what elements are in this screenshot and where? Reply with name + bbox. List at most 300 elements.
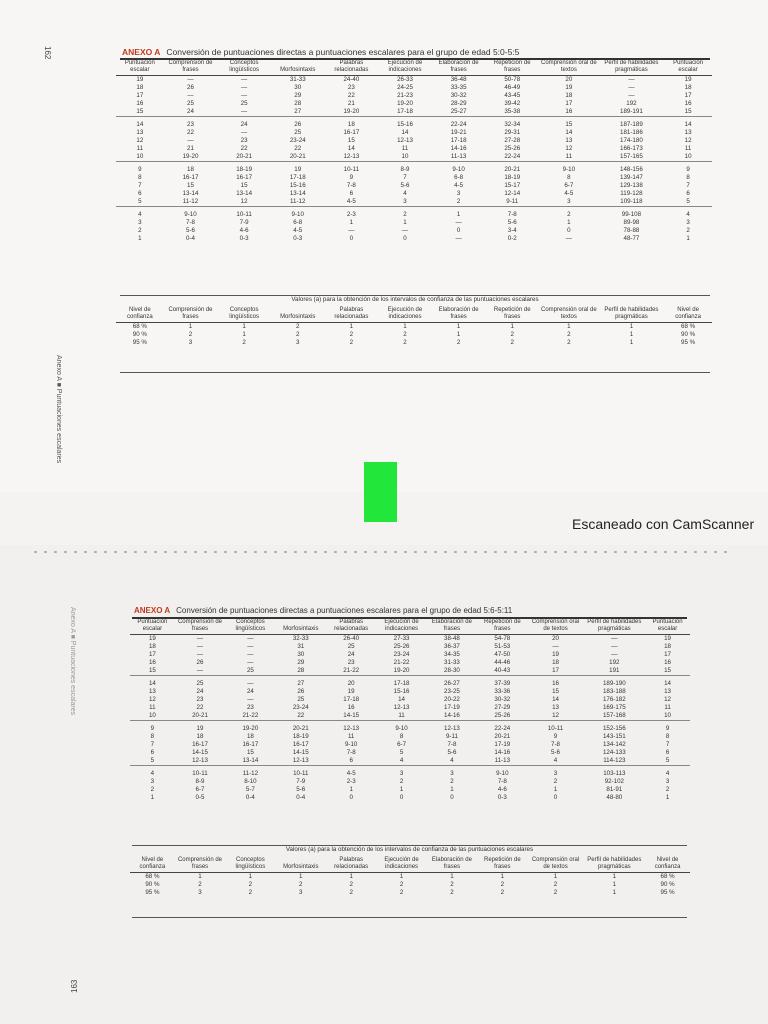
column-header: Comprensión oral de textos (539, 60, 599, 76)
table-cell: 12 (552, 712, 559, 720)
table-cell: 16-17 (242, 741, 259, 749)
table-cell: — (241, 84, 248, 92)
table-cell: 1 (349, 219, 354, 227)
table-cell: 2 (567, 339, 571, 347)
table-cell: 23-24 (393, 651, 410, 659)
table-cell: 10-11 (528, 721, 584, 734)
table-cell: 1 (403, 219, 407, 227)
table-cell: 0-4 (296, 794, 306, 802)
table-cell: 12 (148, 696, 156, 704)
table-cell: 23-25 (444, 688, 460, 696)
table-cell: 28 (297, 667, 305, 675)
table-cell: 124-133 (602, 749, 626, 757)
table-row (130, 721, 690, 734)
table-cell: 3 (376, 766, 426, 779)
table-cell: 8 (399, 733, 404, 741)
table-cell: 25 (294, 129, 302, 137)
table-cell: 24-25 (397, 84, 413, 92)
table-cell: 21-22 (242, 712, 259, 720)
table-cell: 19-20 (397, 100, 413, 108)
table-cell: — (241, 108, 248, 116)
table-cell: 1 (567, 219, 571, 227)
table-cell: 1 (629, 331, 634, 339)
table-cell: 2 (248, 889, 253, 897)
perforation-dot (324, 551, 327, 553)
table-cell: 40-43 (494, 667, 511, 675)
perforation-dot (484, 551, 487, 553)
table-cell: 25 (347, 643, 355, 651)
table-cell: 7 (665, 741, 670, 749)
table-cell: 19 (664, 635, 671, 643)
table-cell: 14-15 (343, 712, 360, 720)
perforation-dot (54, 551, 57, 553)
table-cell: 9-10 (271, 207, 325, 220)
table-cell: — (552, 643, 559, 651)
column-header: Repetición de frases (485, 60, 539, 76)
table-cell: 7-8 (485, 207, 539, 220)
table-cell: 17-19 (494, 741, 511, 749)
table-cell: 2 (553, 889, 558, 897)
table-cell: 103-113 (584, 766, 646, 779)
conf-bottom-rule (132, 917, 687, 918)
table-cell: 9-10 (539, 162, 599, 175)
table-cell: 23-24 (289, 137, 306, 145)
perforation-dot (524, 551, 527, 553)
perforation-dot (474, 551, 477, 553)
table-cell: 18 (552, 659, 559, 667)
table-cell: 1 (612, 873, 617, 881)
table-cell: 6 (349, 190, 354, 198)
perforation-dot (154, 551, 157, 553)
column-header: Comprensión de frases (175, 857, 225, 873)
table-cell: 10-11 (325, 162, 379, 175)
table-cell: 19-20 (343, 108, 360, 116)
column-header: Conceptos lingüísticos (225, 857, 275, 873)
scanned-page-top (0, 0, 768, 492)
table-cell: 12-13 (326, 721, 376, 734)
perforation-dot (164, 551, 167, 553)
perforation-dot (384, 551, 387, 553)
table-row (116, 76, 712, 85)
table-cell: 189-191 (620, 108, 643, 116)
table-cell: 7-8 (346, 182, 356, 190)
table-cell: 18-19 (504, 174, 521, 182)
annex-heading (134, 606, 512, 615)
perforation-dot (664, 551, 667, 553)
table-cell: 1 (665, 794, 670, 802)
table-cell: 14-16 (450, 145, 467, 153)
perforation-dot (434, 551, 437, 553)
table-cell: 90 % (681, 331, 696, 339)
table-cell: — (628, 92, 635, 100)
perforation-dot (404, 551, 407, 553)
table-cell: 16-17 (292, 741, 309, 749)
table-row (130, 704, 690, 712)
table-cell: 1 (629, 339, 634, 347)
table-cell: 0 (456, 227, 461, 235)
table-cell: 36-37 (444, 643, 460, 651)
table-cell: 9-10 (432, 162, 486, 175)
table-cell: 26 (297, 688, 305, 696)
table-cell: 26-27 (427, 676, 477, 689)
table-cell: 2 (403, 339, 407, 347)
perforation-dot (224, 551, 227, 553)
table-cell: — (247, 635, 254, 643)
table-cell: 38-48 (444, 635, 460, 643)
perforation-dot (644, 551, 647, 553)
table-cell: 1 (567, 323, 571, 331)
perforation-dot (704, 551, 707, 553)
table-cell: 2 (349, 889, 353, 897)
table-cell: 17 (148, 651, 156, 659)
table-row (130, 712, 690, 721)
table-cell: 10-11 (175, 766, 225, 779)
table-cell: 0 (349, 794, 353, 802)
table-cell: 4 (403, 190, 407, 198)
perforation-dot (304, 551, 307, 553)
perforation-dot (534, 551, 537, 553)
table-cell: 36-48 (450, 76, 467, 84)
annex-label: ANEXO A (122, 47, 161, 57)
table-cell: 166-173 (620, 145, 643, 153)
table-cell: 1 (456, 331, 461, 339)
table-cell: 37-39 (477, 676, 527, 689)
confidence-table (116, 307, 712, 347)
perforation-dot (504, 551, 507, 553)
conf-caption: Valores (a) para la obtención de los intervalos de confianza de las puntuaciones escalares (291, 296, 539, 303)
table-cell: 17 (136, 92, 144, 100)
table-cell: — (196, 651, 204, 659)
table-cell: 26-33 (397, 76, 413, 84)
table-cell: 6-8 (454, 174, 464, 182)
table-cell: 2 (553, 778, 558, 786)
column-header: Comprensión de frases (164, 307, 218, 323)
perforation-dot (44, 551, 47, 553)
table-cell: 183-188 (602, 688, 626, 696)
table-row (116, 198, 712, 207)
perforation-dot (94, 551, 97, 553)
table-cell: 1 (553, 786, 558, 794)
table-cell: 0 (450, 794, 454, 802)
table-cell: 4-5 (326, 766, 376, 779)
table-cell: 11 (684, 145, 692, 153)
table-cell: — (241, 129, 248, 137)
table-cell: 25-26 (494, 712, 511, 720)
table-cell: 3 (198, 889, 202, 897)
table-cell: 7-9 (239, 219, 249, 227)
perforation-dot (374, 551, 377, 553)
table-row (116, 182, 712, 190)
table-cell: 4 (116, 207, 164, 220)
table-cell: 5 (150, 757, 155, 765)
table-cell: 22 (196, 704, 204, 712)
table-cell: 1 (456, 323, 461, 331)
perforation-dot (564, 551, 567, 553)
column-header: Repetición de frases (477, 857, 527, 873)
table-cell: 3 (686, 219, 690, 227)
table-row (130, 778, 690, 786)
table-cell: 8 (150, 733, 155, 741)
table-cell: 3 (528, 766, 584, 779)
table-cell: 2 (349, 881, 353, 889)
table-cell: 30 (297, 651, 305, 659)
table-cell: 1 (500, 873, 505, 881)
column-header: Elaboración de frases (427, 619, 477, 635)
table-cell: 8 (567, 174, 571, 182)
table-cell: 1 (349, 873, 353, 881)
table-row (116, 108, 712, 117)
column-header: Repetición de frases (485, 307, 539, 323)
table-cell: 81-91 (606, 786, 623, 794)
table-cell: 95 % (660, 889, 675, 897)
perforation-dot (424, 551, 427, 553)
table-cell: 16 (136, 100, 144, 108)
table-cell: 24 (246, 688, 254, 696)
table-cell: 17-19 (444, 704, 460, 712)
perforation-dot (514, 551, 517, 553)
table-cell: 30 (294, 84, 302, 92)
table-cell: 7-9 (296, 778, 306, 786)
table-cell: 48-80 (606, 794, 623, 802)
table-cell: 6 (686, 190, 690, 198)
table-cell: 4-5 (346, 198, 356, 206)
table-cell: 129-138 (620, 182, 643, 190)
table-cell: 20-21 (236, 153, 253, 161)
table-cell: 6-8 (293, 219, 303, 227)
table-cell: 18 (148, 643, 156, 651)
table-cell: 2 (349, 339, 354, 347)
table-cell: 16 (664, 659, 671, 667)
table-cell: 5 (686, 198, 690, 206)
table-cell: 0-3 (239, 235, 249, 243)
table-cell: 19 (347, 688, 355, 696)
table-cell: 2-3 (325, 207, 379, 220)
column-header: Nivel de confianza (645, 857, 690, 873)
table-cell: 0-3 (497, 794, 507, 802)
table-cell: 2 (399, 778, 404, 786)
table-cell: 8-9 (195, 778, 205, 786)
table-cell: 13-14 (242, 757, 259, 765)
perforation-dot (214, 551, 217, 553)
perforation-dot (64, 551, 67, 553)
table-cell: 9 (645, 721, 690, 734)
table-cell: 9 (116, 162, 164, 175)
table-row (130, 757, 690, 766)
table-cell: 23 (347, 659, 355, 667)
table-row (116, 129, 712, 137)
table-cell: 0-5 (195, 794, 205, 802)
table-cell: 2 (138, 227, 142, 235)
table-row (130, 688, 690, 696)
column-header: Elaboración de frases (427, 857, 477, 873)
column-header: Perfil de habilidades pragmáticas (599, 307, 665, 323)
table-cell: 7 (686, 182, 690, 190)
table-cell: 18 (565, 92, 573, 100)
table-cell: 4-5 (293, 227, 303, 235)
perforation-dot (74, 551, 77, 553)
table-cell: 7-8 (551, 741, 560, 749)
table-cell: 1 (399, 786, 404, 794)
table-cell: 6-7 (397, 741, 407, 749)
table-cell: 5-6 (400, 182, 410, 190)
table-cell: 15-16 (378, 117, 432, 130)
table-cell: 176-182 (602, 696, 626, 704)
table-row (116, 331, 712, 339)
perforation-dot (714, 551, 717, 553)
table-cell: 2 (403, 331, 407, 339)
table-cell: 43-45 (504, 92, 521, 100)
table-cell: 192 (626, 100, 637, 108)
table-cell: — (241, 92, 248, 100)
column-header: Repetición de frases (477, 619, 527, 635)
table-cell: 12-13 (192, 757, 208, 765)
table-cell: 2 (242, 339, 246, 347)
table-cell: 15-16 (289, 182, 306, 190)
table-cell: 25 (246, 667, 254, 675)
table-cell: 9-11 (445, 733, 458, 741)
scanned-page-bottom (0, 545, 768, 1024)
table-cell: 24 (347, 651, 355, 659)
table-cell: 27 (294, 108, 302, 116)
table-row (116, 235, 712, 243)
table-cell: 13-14 (289, 190, 306, 198)
table-cell: 3 (427, 766, 477, 779)
table-cell: 134-142 (602, 741, 626, 749)
column-header: Puntuación escalar (645, 619, 690, 635)
table-cell: 12 (136, 137, 144, 145)
table-cell: 21 (347, 100, 355, 108)
perforation-dot (194, 551, 197, 553)
perforation-dot (444, 551, 447, 553)
table-cell: 9 (130, 721, 175, 734)
table-cell: 27-29 (494, 704, 511, 712)
table-cell: 5-7 (245, 786, 255, 794)
table-cell: 22-24 (504, 153, 521, 161)
perforation-dot (544, 551, 547, 553)
table-cell: 27-28 (504, 137, 521, 145)
table-cell: 22 (240, 145, 248, 153)
table-cell: 15 (240, 182, 248, 190)
table-cell: 9 (553, 733, 558, 741)
table-cell: 14 (664, 117, 712, 130)
table-cell: 14-16 (494, 749, 511, 757)
side-label: Anexo A ■ Puntuaciones escalares (69, 607, 76, 716)
table-cell: 4-6 (497, 786, 507, 794)
table-cell: 95 % (145, 889, 160, 897)
table-row (116, 162, 712, 175)
table-cell: 23 (347, 84, 355, 92)
column-header: Comprensión oral de textos (539, 307, 599, 323)
table-cell: 11 (347, 733, 355, 741)
table-cell: 1 (686, 235, 690, 243)
perforation-dot (364, 551, 367, 553)
column-header: Perfil de habilidades pragmáticas (599, 60, 665, 76)
table-cell: 32-33 (292, 635, 309, 643)
table-cell: 12 (684, 137, 692, 145)
table-cell: 18-19 (292, 733, 309, 741)
table-cell: 5-6 (447, 749, 457, 757)
table-cell: 16 (148, 659, 156, 667)
table-cell: 18 (325, 117, 379, 130)
table-cell: 14 (565, 129, 573, 137)
table-cell: 0 (553, 794, 558, 802)
column-header: Conceptos lingüísticos (217, 60, 271, 76)
table-row (130, 643, 690, 651)
table-cell: 16-17 (343, 129, 360, 137)
table-cell: 14 (347, 145, 355, 153)
table-cell: 21-23 (397, 92, 413, 100)
table-cell: 2 (510, 331, 514, 339)
table-cell: 99-108 (599, 207, 665, 220)
table-cell: 54-78 (494, 635, 511, 643)
table-cell: 7-8 (447, 741, 457, 749)
table-cell: 29-31 (504, 129, 521, 137)
table-cell: 12-13 (292, 757, 309, 765)
table-cell: 157-168 (602, 712, 626, 720)
table-cell: 20-21 (485, 162, 539, 175)
conversion-table (116, 60, 712, 243)
table-cell: 25 (187, 100, 194, 108)
table-cell: 1 (553, 873, 558, 881)
table-cell: 5-6 (296, 786, 306, 794)
table-cell: 21 (187, 145, 194, 153)
table-cell: 31-33 (289, 76, 306, 84)
perforation-dots (34, 551, 727, 553)
table-cell: 3 (188, 339, 193, 347)
table-cell: 13 (565, 137, 573, 145)
table-cell: 119-128 (620, 190, 643, 198)
table-cell: 16 (565, 108, 573, 116)
table-cell: 20-21 (289, 153, 306, 161)
table-cell: 2 (553, 881, 558, 889)
table-cell: 1 (399, 873, 404, 881)
table-cell: 11-13 (494, 757, 511, 765)
perforation-dot (594, 551, 597, 553)
table-cell: 32-34 (485, 117, 539, 130)
perforation-dot (614, 551, 617, 553)
table-cell: 4-6 (239, 227, 249, 235)
table-cell: 139-147 (620, 174, 643, 182)
table-cell: — (196, 643, 204, 651)
table-cell: 2 (500, 889, 505, 897)
column-header: Nivel de confianza (664, 307, 712, 323)
table-cell: 14 (552, 696, 559, 704)
perforation-dot (274, 551, 277, 553)
table-cell: 19 (271, 162, 325, 175)
perforation-dot (334, 551, 337, 553)
perforation-dot (604, 551, 607, 553)
table-cell: 0 (399, 794, 404, 802)
table-cell: 28 (294, 100, 302, 108)
perforation-dot (104, 551, 107, 553)
table-cell: 13 (136, 129, 144, 137)
table-cell: 22 (294, 145, 302, 153)
table-cell: 17-18 (343, 696, 360, 704)
table-cell: 13 (148, 688, 156, 696)
table-cell: 2 (349, 331, 354, 339)
table-cell: 68 % (145, 873, 160, 881)
table-cell: 20 (326, 676, 376, 689)
table-row (116, 117, 712, 130)
table-cell: 18 (196, 733, 204, 741)
table-cell: 5 (665, 757, 670, 765)
table-cell: 22-24 (432, 117, 486, 130)
camscanner-watermark: Escaneado con CamScanner (572, 516, 755, 532)
column-header: Puntuación escalar (664, 60, 712, 76)
column-header: Puntuación escalar (116, 60, 164, 76)
table-row (130, 635, 690, 644)
column-header: Elaboración de frases (432, 60, 486, 76)
